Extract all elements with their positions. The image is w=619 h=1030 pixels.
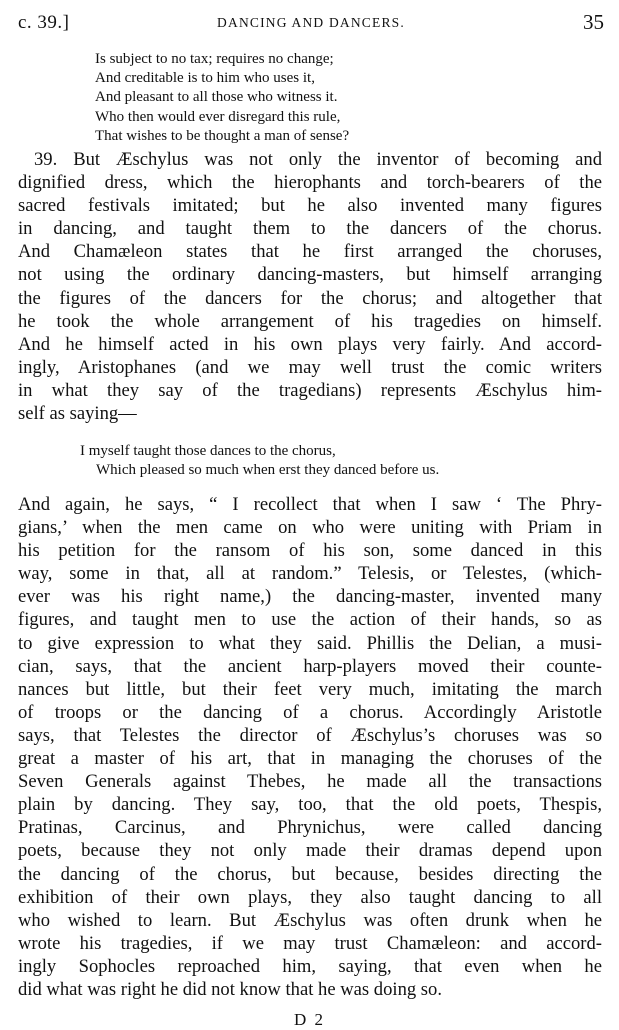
page-number: 35 — [583, 10, 604, 34]
verse-quotation-2 — [80, 442, 439, 480]
text-line: ever was his right name,) the dancing-master, invented many — [18, 586, 602, 608]
text-line: way, some in that, all at random.” Telesis, or Telestes, (which- — [18, 563, 602, 585]
text-line: Pratinas, Carcinus, and Phrynichus, were called dancing — [18, 817, 602, 839]
text-line: his petition for the ransom of his son, some danced in this — [18, 540, 602, 562]
text-line: did what was right he did not know that he was doing so. — [18, 978, 442, 1000]
text-line: the figures of the dancers for the chorus; and altogether that — [18, 287, 602, 309]
verse-quotation-1 — [95, 50, 349, 146]
text-line: the dancing of the chorus, but because, besides directing the — [18, 863, 602, 885]
text-line: wrote his tragedies, if we may trust Chamæleon: and accord- — [18, 932, 602, 954]
text-line: gians,’ when the men came on who were uniting with Priam in — [18, 517, 602, 539]
text-line: ingly Sophocles reproached him, saying, that even when he — [18, 955, 602, 977]
text-line: dignified dress, which the hierophants and torch-bearers of the — [18, 172, 602, 194]
verse-line: I myself taught those dances to the chorus, — [80, 443, 336, 459]
text-line: great a master of his art, that in managing the choruses of the — [18, 748, 602, 770]
text-line: self as saying— — [18, 403, 137, 425]
text-line: 39. But Æschylus was not only the inventor of becoming and — [34, 149, 602, 170]
paragraph-continuation — [18, 493, 602, 1001]
text-line: says, that Telestes the director of Æschylus’s choruses was so — [18, 724, 602, 746]
running-header — [18, 8, 604, 38]
text-line: to give expression to what they said. Phillis the Delian, a musi- — [18, 632, 602, 654]
verse-line: Which pleased so much when erst they danced before us. — [96, 462, 440, 478]
verse-line: That wishes to be thought a man of sense? — [95, 127, 350, 144]
text-line: plain by dancing. They say, too, that the old poets, Thespis, — [18, 794, 602, 816]
chapter-reference: c. 39.] — [18, 12, 70, 33]
text-line: And again, he says, “ I recollect that when I saw ‘ The Phry- — [18, 494, 602, 515]
running-title: DANCING AND DANCERS. — [217, 15, 405, 30]
text-line: poets, because they not only made their dramas depend upon — [18, 840, 602, 862]
verse-line: And pleasant to all those who witness it. — [95, 89, 338, 106]
text-line: cian, says, that the ancient harp-players moved their counte- — [18, 655, 602, 677]
text-line: sacred festivals imitated; but he also invented many figures — [18, 195, 602, 217]
text-line: exhibition of their own plays, they also taught dancing to all — [18, 886, 602, 908]
text-line: And he himself acted in his own plays very fairly. And accord- — [18, 333, 602, 355]
verse-line: And creditable is to him who uses it, — [95, 70, 315, 87]
text-line: who wished to learn. But Æschylus was often drunk when he — [18, 909, 602, 931]
text-line: of troops or the dancing of a chorus. Accordingly Aristotle — [18, 701, 602, 723]
text-line: ingly, Aristophanes (and we may well trust the comic writers — [18, 356, 602, 378]
signature-mark: D 2 — [293, 1010, 326, 1029]
text-line: in dancing, and taught them to the dancers of the chorus. — [18, 218, 602, 240]
text-line: And Chamæleon states that he first arranged the choruses, — [18, 241, 602, 263]
verse-line: Who then would ever disregard this rule, — [95, 108, 341, 125]
paragraph-39 — [18, 148, 602, 425]
text-line: nances but little, but their feet very much, imitating the march — [18, 678, 602, 700]
text-line: in what they say of the tragedians) represents Æschylus him- — [18, 379, 602, 401]
text-line: not using the ordinary dancing-masters, but himself arranging — [18, 264, 602, 286]
text-line: figures, and taught men to use the action of their hands, so as — [18, 609, 602, 631]
text-line: Seven Generals against Thebes, he made all the transactions — [18, 771, 602, 793]
text-line: he took the whole arrangement of his tragedies on himself. — [18, 310, 602, 332]
verse-line: Is subject to no tax; requires no change; — [95, 51, 334, 67]
